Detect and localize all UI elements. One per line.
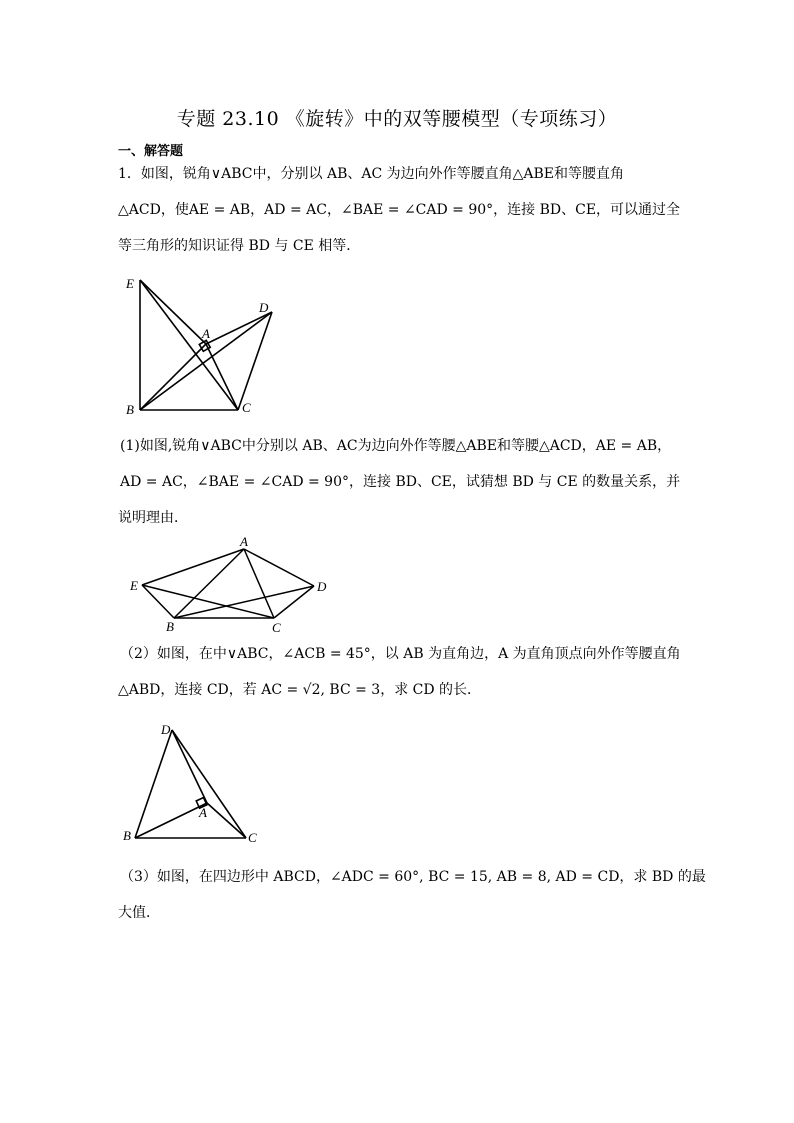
p1-line-1: (1)如图,锐角∨ABC中分别以 AB、AC为边向外作等腰△ABE和等腰△ACD，AE = AB， [120,438,672,454]
fig2-seg-AD [244,549,314,586]
p2-line-2: △ABD，连接 CD，若 AC = √2, BC = 3，求 CD 的长． [118,682,482,698]
fig2-seg-AC [244,549,274,618]
fig2-seg-EC [142,585,274,618]
figure-3 [120,718,270,848]
p1-line-3: 说明理由． [118,510,188,526]
fig1-label-A: A [202,326,210,341]
fig2-seg-EB [142,585,174,618]
fig3-seg-DA [172,730,207,803]
fig3-label-A: A [199,805,207,820]
fig1-label-E: E [126,276,134,291]
q1-line-1: 1．如图，锐角∨ABC中，分别以 AB、AC 为边向外作等腰直角△ABE和等腰直角 [118,166,625,182]
fig1-label-B: B [126,402,134,417]
fig3-label-D: D [161,722,171,737]
section-heading: 一、解答题 [118,144,184,159]
fig1-label-C: C [242,400,251,415]
fig3-seg-DB [135,730,172,838]
fig3-seg-DC [172,730,246,838]
fig2-label-D: D [317,579,327,594]
fig3-label-C: C [248,830,257,845]
fig2-label-C: C [272,620,281,635]
q1-line-2: △ACD，使AE = AB，AD = AC，∠BAE = ∠CAD = 90°，连接 BD、CE，可以通过全 [118,202,681,218]
figure-1 [120,270,290,420]
q1-line-3: 等三角形的知识证得 BD 与 CE 相等． [118,238,361,254]
fig1-seg-EA [140,280,206,344]
fig1-seg-EC [140,280,238,410]
p3-line-1: （3）如图，在四边形中 ABCD，∠ADC = 60°, BC = 15, AB = 8, AD = CD，求 BD 的最 [120,869,706,885]
p1-line-2: AD = AC，∠BAE = ∠CAD = 90°，连接 BD、CE，试猜想 BD 与 CE 的数量关系，并 [120,474,681,490]
fig1-seg-AC [206,344,238,410]
fig2-seg-EA [142,549,244,585]
page-title: 专题 23.10 《旋转》中的双等腰模型（专项练习） [176,108,618,130]
figure-2 [125,535,335,635]
p2-line-1: （2）如图，在中∨ABC，∠ACB = 45°，以 AB 为直角边，A 为直角顶点向外作等腰直角 [120,646,681,662]
fig2-label-E: E [130,578,138,593]
fig2-label-B: B [166,619,174,634]
p3-line-2: 大值． [118,905,160,921]
fig2-label-A: A [240,534,248,549]
fig3-label-B: B [123,828,131,843]
fig1-label-D: D [259,300,269,315]
